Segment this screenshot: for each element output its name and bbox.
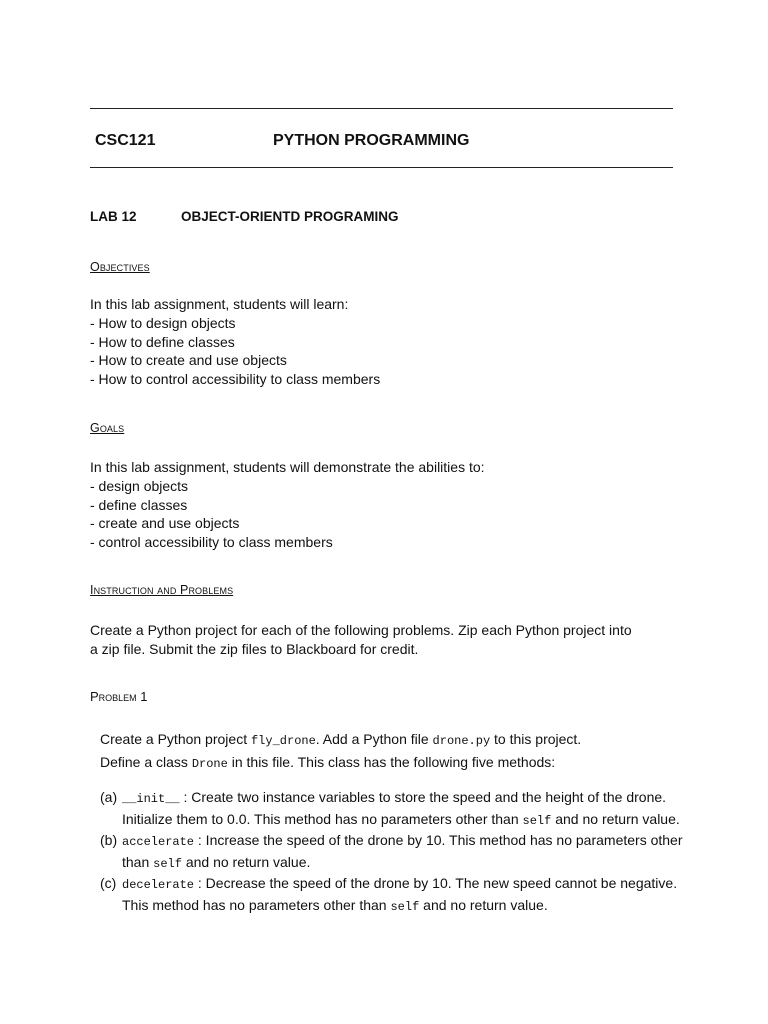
problem-1-heading: Problem 1 xyxy=(90,689,148,704)
method-name-code: accelerate xyxy=(122,835,195,850)
method-marker: (a) xyxy=(100,789,118,805)
method-item-accelerate xyxy=(100,831,690,874)
intro-text: . Add a Python file xyxy=(315,731,433,747)
goals-heading: Goals xyxy=(90,421,125,435)
self-code: self xyxy=(522,813,552,828)
objective-item: - How to control accessibility to class members xyxy=(90,371,381,388)
method-name-code: __init__ xyxy=(122,792,180,806)
method-list xyxy=(100,788,690,918)
objectives-section xyxy=(90,295,380,389)
method-description: : Create two instance variables to store the speed and the height of the drone. Initialize them to 0.0. This method has no parameters other than xyxy=(122,789,667,827)
bottom-rule xyxy=(90,167,673,168)
intro-text: Create a Python project xyxy=(100,731,251,747)
objective-item: - How to create and use objects xyxy=(90,352,287,369)
objective-item: - How to design objects xyxy=(90,314,236,331)
class-name-code: Drone xyxy=(191,757,228,771)
lab-title: OBJECT-ORIENTD PROGRAMING xyxy=(181,209,399,224)
course-title: PYTHON PROGRAMMING xyxy=(273,132,470,149)
method-description: : Increase the speed of the drone by 10. This method has no parameters other than xyxy=(122,832,683,870)
method-marker: (c) xyxy=(100,875,117,892)
method-description: and no return value. xyxy=(419,896,548,913)
goals-section xyxy=(90,458,485,552)
objective-item: - How to define classes xyxy=(90,333,235,350)
method-description: and no return value. xyxy=(551,810,680,827)
goal-item: - define classes xyxy=(90,496,188,513)
method-item-init xyxy=(100,788,690,831)
method-item-decelerate xyxy=(100,874,690,917)
method-name-code: decelerate xyxy=(122,878,195,893)
file-name-code: drone.py xyxy=(432,734,491,748)
goal-item: - create and use objects xyxy=(90,515,240,532)
intro-text: in this file. This class has the following five methods: xyxy=(227,754,556,770)
self-code: self xyxy=(390,899,420,914)
goal-item: - control accessibility to class members xyxy=(90,534,333,551)
intro-text: Define a class xyxy=(100,754,192,770)
self-code: self xyxy=(153,856,182,871)
instructions-paragraph xyxy=(90,621,632,659)
top-rule xyxy=(90,108,673,109)
goal-item: - design objects xyxy=(90,477,189,494)
goals-intro: In this lab assignment, students will demonstrate the abilities to: xyxy=(90,459,485,475)
problem-1-intro-line-2 xyxy=(100,752,581,775)
lab-number: LAB 12 xyxy=(90,209,137,224)
instructions-heading: Instruction and Problems xyxy=(90,583,234,597)
problem-1-intro-line-1 xyxy=(100,729,581,752)
method-description: and no return value. xyxy=(181,853,311,870)
instructions-line: a zip file. Submit the zip files to Blackboard for credit. xyxy=(90,640,419,657)
method-marker: (b) xyxy=(100,832,118,849)
intro-text: to this project. xyxy=(490,731,582,747)
instructions-line: Create a Python project for each of the following problems. Zip each Python project into xyxy=(90,622,632,638)
objectives-intro: In this lab assignment, students will learn: xyxy=(90,296,349,312)
project-name-code: fly_drone xyxy=(250,734,316,748)
objectives-heading: Objectives xyxy=(90,260,150,274)
method-description: : Decrease the speed of the drone by 10. The new speed cannot be negative. This method has no parameters other than xyxy=(122,875,678,913)
course-code: CSC121 xyxy=(95,132,156,149)
problem-1-intro xyxy=(100,729,581,775)
